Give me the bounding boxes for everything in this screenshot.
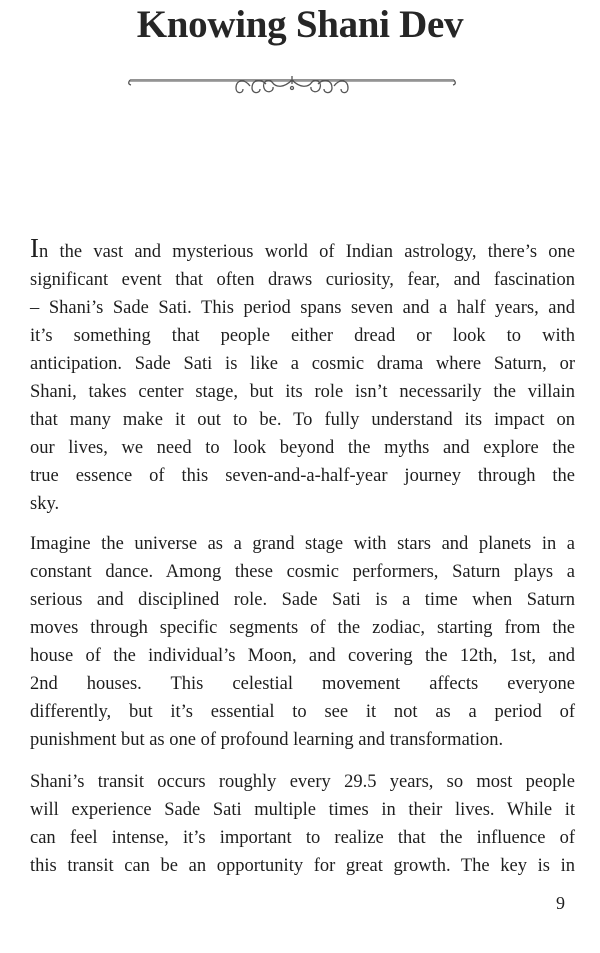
first-line-text: n the vast and mysterious world of Indian astrology, there’s one [39, 242, 575, 262]
text-line: Shani’s transit occurs roughly every 29.5 years, so most people [30, 772, 575, 792]
page-number: 9 [556, 893, 565, 913]
text-line: Shani, takes center stage, but its role isn’t necessarily the villain [30, 382, 575, 402]
drop-letter: I [30, 233, 39, 263]
page-title: Knowing Shani Dev [136, 3, 464, 46]
paragraph-1 [30, 233, 575, 518]
text-line: differently, but it’s essential to see it not as a period of [30, 702, 575, 722]
text-line: it’s something that people either dread or look to with [30, 326, 575, 346]
text-line: 2nd houses. This celestial movement affects everyone [30, 674, 575, 694]
text-line [30, 233, 575, 266]
text-line: anticipation. Sade Sati is like a cosmic drama where Saturn, or [30, 354, 575, 374]
text-line: sky. [30, 494, 60, 514]
text-line: moves through specific segments of the zodiac, starting from the [30, 618, 575, 638]
text-line: serious and disciplined role. Sade Sati is a time when Saturn [30, 590, 575, 610]
paragraph-3 [30, 768, 575, 880]
text-line: significant event that often draws curiosity, fear, and fascination [30, 270, 575, 290]
text-line: Imagine the universe as a grand stage with stars and planets in a [30, 534, 575, 554]
text-line: will experience Sade Sati multiple times in their lives. While it [30, 800, 575, 820]
ornament-divider-icon [126, 68, 458, 108]
text-line: true essence of this seven-and-a-half-year journey through the [30, 466, 575, 486]
text-line: our lives, we need to look beyond the myths and explore the [30, 438, 575, 458]
paragraph-2 [30, 530, 575, 754]
text-line: – Shani’s Sade Sati. This period spans seven and a half years, and [30, 298, 575, 318]
text-line: that many make it out to be. To fully understand its impact on [30, 410, 575, 430]
text-line: punishment but as one of profound learning and transformation. [30, 730, 504, 750]
text-line: constant dance. Among these cosmic performers, Saturn plays a [30, 562, 575, 582]
text-line: can feel intense, it’s important to realize that the influence of [30, 828, 575, 848]
text-line: this transit can be an opportunity for great growth. The key is in [30, 856, 575, 876]
text-line: house of the individual’s Moon, and covering the 12th, 1st, and [30, 646, 575, 666]
